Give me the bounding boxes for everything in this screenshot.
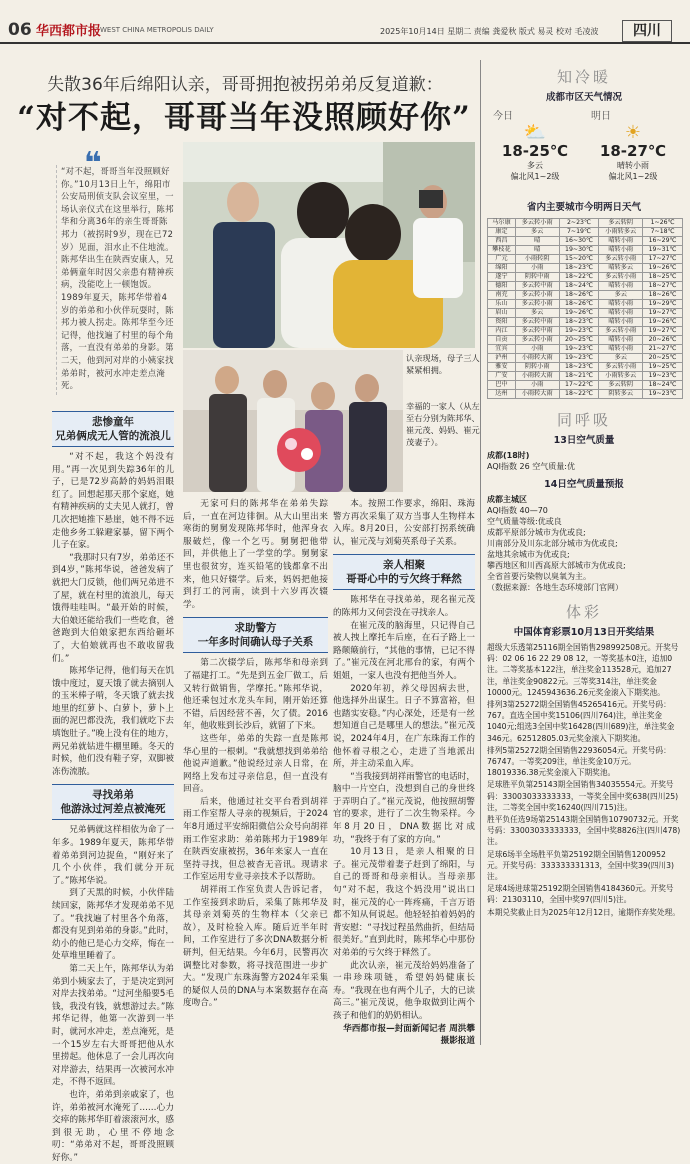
weather-cell: 小雨 [515,345,559,354]
weather-cell: 阴转小雨 [515,363,559,372]
weather-cell: 小雨转多云 [599,228,643,237]
subhead-1-title: 悲惨童年 [92,416,134,428]
weather-cell: 多云转阴 [599,381,643,390]
weather-cell: 小雨转大雨 [515,372,559,381]
weather-cell: 18~25℃ [643,273,683,282]
weather-cell: 自贡 [488,336,516,345]
aqi-forecast-line: 全省首要污染物以臭氧为主。 [487,572,591,581]
today-forecast [487,107,583,193]
weather-cell: 西昌 [488,237,516,246]
province-weather-table [487,218,683,399]
paragraph: “对不起，我这个妈没有用。”再一次见到失踪36年的儿子，已是72岁高龄的妈妈泪眼红了。回想起那天那个家庭，她有精神疾病的丈夫见人就打，曾几次把她推下悬崖，她不得不远走他乡务工躲避家暴，留下两个儿子在家。 [52,452,174,551]
weather-cell: 17~27℃ [643,255,683,264]
quote-icon: ❝ [84,146,102,181]
paragraph: “我那时只有7岁，弟弟还不到4岁，”陈邦华说，爸爸发病了就把大门反锁，他们两兄弟进不了屋，就在村里的流浪儿，每天饿得哇哇叫。“最开始的时候，大伯娘还能给我们一些吃食，爸爸跑到大伯娘家把东西给砸坏了，大伯娘就再也不敢收留我们。” [52,552,174,664]
family-photo [183,350,403,492]
weather-cell: 18~26℃ [559,291,599,300]
article-column-1 [52,405,174,1163]
weather-cell: 20~25℃ [643,354,683,363]
article-lead: “对不起，哥哥当年没照顾好你。”10月13日上午，绵阳市公安局刑侦支队会议室里，一场认亲仪式在这里举行，陈邦华和分离36年的亲生哥哥陈邦力（被拐时9岁，现在已72岁）见面，泪水止不住地流。陈邦华出生在陕西安康人，兄弟俩童年时因父亲患有精神疾病，没能吃上一顿饱饭。1989年夏天，陈邦华带着4岁的弟弟和小伙伴玩耍时，陈邦力被人拐走。陈邦华至今还记得，他找遍了村里的每个角落，一直没有弟弟的身影。第二天，他到河对岸的小姨家找弟弟时，被河水冲走差点淹死。 [56,165,174,395]
service-rail [480,60,685,1045]
weather-cell: 19~26℃ [559,309,599,318]
weather-row [488,327,683,336]
city-weather-title: 成都市区天气情况 [545,92,622,103]
paragraph: 在崔元茂的脑海里，只记得自己被人拽上摩托车后座，在石子路上一路颠簸前行，“其他的事情，已记不得了。”崔元茂在河北邢台的家，有两个姐姐，一家人也没有把他当外人。 [333,620,475,681]
aqi-title: 13日空气质量 [553,435,615,446]
weather-row [488,273,683,282]
weather-cell: 7~19℃ [559,228,599,237]
photo-caption-2: 幸福的一家人（从左至右分别为陈邦华、崔元茂、妈妈、崔元茂妻子）。 [406,401,480,447]
aqi-forecast-line: 川南部分及川东北部分城市为优或良; [487,539,618,548]
weather-cell: 多云转小雨 [515,336,559,345]
weather-cell: 19~27℃ [643,309,683,318]
lottery-item: 超级大乐透第25116期全国销售298992508元。开奖号码：02 06 16 22 29 08 12，一等奖基本0注，追加0注。二等奖基本122注，单注奖金113528元，追加27注，单注奖金90822元。三等奖314注，单注奖金10000元。1245943636.26元奖金滚入下期奖池。 [487,643,679,697]
subhead-2-subtitle: 他游泳过河差点被淹死 [60,803,166,816]
paragraph: “当我接到胡祥雨警官的电话时，脑中一片空白，没想到自己的身世终于弄明白了。”崔元茂说，他按照胡警官的要求，进行了二次生物采样。今年8月20日，DNA数据比对成功，“我终于有了家的方向。” [333,771,475,845]
weather-row [488,354,683,363]
tomorrow-wind: 偏北风1~2级 [608,172,658,181]
weather-cell: 19~23℃ [559,345,599,354]
aqi-reading: AQI指数 26 空气质量:优 [487,462,575,471]
paragraph: 无家可归的陈邦华在弟弟失踪后，一直在河边徘徊。从大山里出来寒街的舅舅发现陈邦华时，他浑身衣服破烂，像一个乞丐。舅舅把他带回，并供他上了一学堂的学。舅舅家里也很贫穷，连买铅笔的钱都拿不出来，他只好辍学。后来，妈妈把他接到打工的河南，读到十六岁再次辍学。 [183,499,328,610]
weather-cell: 7~18℃ [643,228,683,237]
weather-cell: 多云转小雨 [515,219,559,228]
aqi-forecast-range: AQI指数 40—70 [487,506,548,515]
lottery-item: 足球胜平负第25143期全国销售34035554元。开奖号码：33003033333333，一等奖全国中奖638(四川25)注，二等奖全国中奖16240(四川715)注。 [487,780,679,812]
weather-cell: 多云转小雨 [599,363,643,372]
lottery-section-tag: 体彩 [565,603,602,621]
lottery-item: 足球6场半全场胜平负第25192期全国销售1200952元。开奖号码：333333331313，全国中奖39(四川3)注。 [487,849,674,882]
weather-cell: 20~25℃ [559,336,599,345]
paragraph: 陈邦华记得，他们每天在饥饿中度过，夏天饿了就去摘别人的玉米棒子啃，冬天饿了就去找地里的红萝卜、白萝卜，萝卜上面的泥巴都没洗，我们就吃下去填饱肚子。”晚上没有住的地方，两兄弟就钻进牛棚里睡。冬天的时候，他们没有鞋子穿，双脚被冻伤流脓。 [52,666,174,777]
paragraph: 2020年初，养父母因病去世，他选择外出谋生。日子不算富裕，但也踏实安稳。”内心深处，还是有一丝想知道自己是哪里人的想法。”崔元茂说，2024年4月，在广东珠海工作的他怀着寻根之心，走进了当地派出所，并主动采血入库。 [333,683,475,770]
weather-row [488,282,683,291]
subhead-2-title: 寻找弟弟 [92,789,134,802]
weather-cell: 19~31℃ [643,246,683,255]
weather-cell: 晴 [515,246,559,255]
weather-cell: 19~23℃ [559,327,599,336]
weather-cell: 16~29℃ [643,237,683,246]
weather-cell: 多云 [599,291,643,300]
weather-cell: 广元 [488,255,516,264]
weather-cell: 德阳 [488,282,516,291]
today-wind: 偏北风1~2级 [510,172,560,181]
article-column-3 [333,498,475,1045]
weather-cell: 多云转中雨 [515,318,559,327]
weather-cell: 19~23℃ [643,372,683,381]
weather-cell: 攀枝花 [488,246,516,255]
weather-cell: 小雨 [515,264,559,273]
weather-row [488,372,683,381]
issue-meta: 2025年10月14日 星期二 责编 龚爱秋 版式 易灵 校对 毛凌波 [380,27,599,36]
city-forecast [487,107,681,193]
paragraph: 10月13日，是亲人相聚的日子。崔元茂带着妻子赶到了绵阳，与自己的哥哥和母亲相认。当母亲那句“对不起，我这个妈没用”说出口时，崔元茂的心一阵疼痛，千言万语都不知从何说起。他轻轻拍着妈妈的背安慰：“寻找过程虽然曲折，但结局很美好。”直到此时，陈邦华心中那份对弟弟的亏欠终于释然了。 [333,847,475,958]
weather-cell: 多云转中雨 [515,327,559,336]
photo-caption-1: 认亲现场，母子三人紧紧相拥。 [406,353,480,375]
weather-cell: 小雨转阴 [515,255,559,264]
weather-cell: 阴转多云 [599,390,643,399]
weather-row [488,291,683,300]
weather-cell: 18~24℃ [643,381,683,390]
weather-cell: 绵阳 [488,264,516,273]
aqi-forecast-title: 14日空气质量预报 [544,479,624,490]
tomorrow-forecast [585,107,681,193]
aqi-forecast-line: 攀西地区和川西高原大部城市为优或良; [487,561,626,570]
paragraph: 第二天上午，陈邦华认为弟弟到小姨家去了，于是决定到河对岸去找弟弟。“过河坐船要5毛钱，我没有钱，就想游过去。”陈邦华记得，他第一次游到一半时，就河水冲走，差点淹死，是一个15岁左右大哥哥把他从水里捞起。他休息了一会儿再次向对岸游去，结果再一次被河水冲走，不得不返回。 [52,963,174,1088]
weather-cell: 眉山 [488,309,516,318]
weather-row [488,219,683,228]
subhead-4 [333,554,475,590]
page-number: 06 [8,20,32,40]
reunion-photo [183,142,475,348]
weather-cell: 晴转小雨 [599,300,643,309]
weather-cell: 小雨转大雨 [515,390,559,399]
weather-cell: 2~23℃ [559,219,599,228]
weather-row [488,336,683,345]
weather-cell: 马尔康 [488,219,516,228]
aqi-forecast-line: 空气质量等级:优或良 [487,517,562,526]
weather-cell: 内江 [488,327,516,336]
weather-cell: 多云转小雨 [515,291,559,300]
partly-cloudy-icon: ⛅ [523,122,547,143]
paragraph: 兄弟俩就这样相依为命了一年多。1989年夏天，陈邦华带着弟弟到河边捉鱼，“刚好来了几个小伙伴，我们就分开玩了。”陈邦华说。 [52,825,174,886]
weather-cell: 小雨转大雨 [515,354,559,363]
tomorrow-temp: 18-27℃ [599,142,667,160]
paper-english-name: WEST CHINA METROPOLIS DAILY [100,26,214,34]
weather-cell: 多云转阴 [599,219,643,228]
sun-rain-icon: ☀ [624,122,642,143]
weather-cell: 晴转小雨 [599,336,643,345]
byline: 华西都市报—封面新闻记者 周洪攀 摄影报道 [343,1023,475,1047]
aqi-forecast-line: 成都平原部分城市为优或良; [487,528,586,537]
weather-row [488,255,683,264]
aqi-forecast-line: 盆地其余城市为优或良; [487,550,570,559]
tomorrow-sky: 晴转小雨 [617,161,649,170]
lottery-item: 胜平负任选9场第25143期全国销售10790732元。开奖号码：33003033333333，全国中奖8826注(四川478)注。 [487,815,681,847]
weather-cell: 19~27℃ [643,327,683,336]
weather-cell: 晴转小雨 [599,318,643,327]
weather-cell: 泸州 [488,354,516,363]
section-label: 四川 [622,20,672,42]
air-section-tag: 同呼吸 [556,411,611,429]
weather-cell: 18~23℃ [559,264,599,273]
today-temp: 18-25℃ [501,142,569,160]
lottery-item: 本期兑奖截止日为2025年12月12日，逾期作弃奖处理。 [487,907,680,917]
weather-row [488,318,683,327]
paragraph: 到了天黑的时候，小伙伴陆续回家，陈邦华才发现弟弟不见了。“我找遍了村里各个角落，都没有见到弟弟的身影。”此时，幼小的他已是心力交瘁，悔在一处草堆里睡着了。 [52,888,174,962]
subhead-3-title: 求助警方 [234,622,277,635]
weather-cell: 广安 [488,372,516,381]
weather-cell: 多云转小雨 [599,327,643,336]
subhead-3-subtitle: 一年多时间确认母子关系 [197,636,314,649]
aqi-forecast-notes [487,516,681,593]
weather-cell: 20~26℃ [643,336,683,345]
subhead-4-subtitle: 哥哥心中的亏欠终于释然 [346,573,462,586]
lottery-item: 排列3第25272期全国销售45265416元。开奖号码：767。直选全国中奖15106(四川764)注，单注奖金1040元;组选3全国中奖16428(四川689)注，单注奖金346元。62512805.03元奖金滚入下期奖池。 [487,700,675,743]
aqi-city: 成都(18时) [487,451,530,460]
subhead-2 [52,784,174,820]
weather-cell: 康定 [488,228,516,237]
weather-cell: 17~22℃ [559,381,599,390]
subhead-4-title: 亲人相聚 [383,559,425,572]
weather-cell: 18~27℃ [643,282,683,291]
lottery-item: 足球4场进球第25192期全国销售4184360元。开奖号码：21303110，全国中奖97(四川5)注。 [487,884,674,905]
paragraph: 本。按照工作要求，绵阳、珠海警方再次采集了双方当事人生物样本入库。8月20日，公安部打拐系统确认，崔元茂与刘菊英系母子关系。 [333,499,475,547]
weather-cell: 16~30℃ [559,237,599,246]
weather-cell: 18~26℃ [559,300,599,309]
weather-cell: 21~27℃ [643,345,683,354]
subhead-3 [183,617,328,653]
weather-row [488,246,683,255]
weather-cell: 19~26℃ [643,318,683,327]
weather-cell: 19~25℃ [643,363,683,372]
weather-cell: 乐山 [488,300,516,309]
weather-cell: 18~22℃ [559,390,599,399]
weather-section-tag: 知冷暖 [556,68,611,86]
weather-cell: 多云 [515,228,559,237]
weather-cell: 多云 [515,309,559,318]
weather-cell: 18~21℃ [559,372,599,381]
lottery-results [487,642,681,918]
lottery-title: 中国体育彩票10月13日开奖结果 [513,627,655,638]
paragraph: 胡祥雨工作室负责人告诉记者，工作室接到求助后，采集了陈邦华及其母亲刘菊英的生物样本（父亲已故），及时检验入库。随后近半年时间，工作室进行了多次DNA数据分析研判，但无结果。今年6月，民警再次调整比对参数，将寻找范围进一步扩大。“发现广东珠海警方2024年采集的疑似人员的DNA与本案数据存在高度吻合。” [183,885,328,1009]
weather-cell: 小雨 [515,381,559,390]
weather-cell: 遂宁 [488,273,516,282]
weather-cell: 19~30℃ [559,246,599,255]
weather-cell: 宜宾 [488,345,516,354]
paragraph: 第二次辍学后，陈邦华和母亲到了福建打工。“先是到五金厂做工，后又转行做销售，学摩托。”陈邦华说，他还乘包过水龙头车间，刚开始还算不错，后因经营不善，欠了债。2016年，他收账到长沙后，就留了下来。 [183,658,328,732]
weather-cell: 19~23℃ [559,354,599,363]
province-weather-title: 省内主要城市今明两日天气 [526,202,641,213]
paragraph: 后来，他通过社交平台看到胡祥雨工作室帮人寻亲的视频后，于2024年8月通过平安绵阳微信公众号向胡祥雨工作室求助：弟弟陈邦力于1989年在陕西安康被拐，36年来家人一直在坚持寻找，但总被杳无音讯。现请求工作室运用专业寻亲技术予以帮助。 [183,796,328,883]
subhead-1-subtitle: 兄弟俩成无人管的流浪儿 [55,430,171,442]
paragraph: 陈邦华在寻找弟弟，现名崔元茂的陈邦力又何尝没在寻找亲人。 [333,595,475,618]
weather-cell: 晴转多云 [599,264,643,273]
weather-cell: 多云转中雨 [515,282,559,291]
weather-cell: 雅安 [488,363,516,372]
weather-row [488,237,683,246]
aqi-forecast-line: （数据来源：各地生态环境部门官网） [487,583,623,592]
weather-cell: 晴 [515,237,559,246]
weather-cell: 15~20℃ [559,255,599,264]
weather-cell: 19~23℃ [643,390,683,399]
weather-cell: 晴转小雨 [599,237,643,246]
weather-cell: 晴转小雨 [599,246,643,255]
weather-row [488,390,683,399]
subhead-1 [52,411,174,447]
weather-row [488,363,683,372]
weather-cell: 资阳 [488,318,516,327]
weather-cell: 18~24℃ [559,282,599,291]
today-label: 今日 [493,111,513,122]
paragraph: 也许，弟弟到亲戚家了，也许，弟弟被河水淹死了……心力交瘁的陈邦华盯着滚滚河水，感到很无助，心里不停地念叨：“弟弟对不起，哥哥没照顾好你。” [52,1089,174,1163]
weather-cell: 18~23℃ [559,363,599,372]
page-header [0,0,690,44]
article-headline: “对不起，哥哥当年没照顾好你” [17,100,471,136]
weather-cell: 阴转中雨 [515,273,559,282]
weather-row [488,300,683,309]
paragraph: 此次认亲，崔元茂给妈妈准备了一串珍珠项链，希望妈妈健康长寿。“我现在也有两个儿子，大的已读高三。”崔元茂说，他争取做到让两个孩子和他们的奶奶相认。 [333,960,475,1021]
weather-cell: 18~26℃ [643,291,683,300]
weather-cell: 多云转小雨 [599,273,643,282]
weather-cell: 小雨转多云 [599,372,643,381]
weather-row [488,264,683,273]
weather-cell: 19~26℃ [643,264,683,273]
weather-cell: 1~26℃ [643,219,683,228]
aqi-forecast-city: 成都主城区 [487,495,527,504]
weather-cell: 多云转小雨 [515,300,559,309]
weather-row [488,228,683,237]
today-sky: 多云 [527,161,543,170]
weather-cell: 19~29℃ [643,300,683,309]
weather-cell: 南充 [488,291,516,300]
paragraph: 这些年，弟弟的失踪一直是陈邦华心里的一根刺。“我就想找到弟弟给他说声道歉。”他说经过亲人日常，在网络上发布过寻亲信息，但一直没有回音。 [183,733,328,795]
weather-cell: 多云 [599,354,643,363]
weather-cell: 18~22℃ [559,273,599,282]
weather-cell: 巴中 [488,381,516,390]
weather-cell: 18~23℃ [559,318,599,327]
weather-row [488,309,683,318]
article-column-2 [183,498,328,1045]
weather-cell: 晴转小雨 [599,282,643,291]
lottery-item: 排列5第25272期全国销售22936054元。开奖号码：76747。一等奖209注，单注奖金10万元。18019336.38元奖金滚入下期奖池。 [487,745,671,778]
article-kicker: 失散36年后绵阳认亲，哥哥拥抱被拐弟弟反复道歉： [47,75,443,95]
weather-cell: 晴转小雨 [599,345,643,354]
weather-cell: 晴转小雨 [599,309,643,318]
weather-row [488,381,683,390]
weather-row [488,345,683,354]
weather-cell: 多云转小雨 [599,255,643,264]
paper-logo: 华西都市报 [36,24,102,39]
tomorrow-label: 明日 [591,111,611,122]
weather-cell: 达州 [488,390,516,399]
